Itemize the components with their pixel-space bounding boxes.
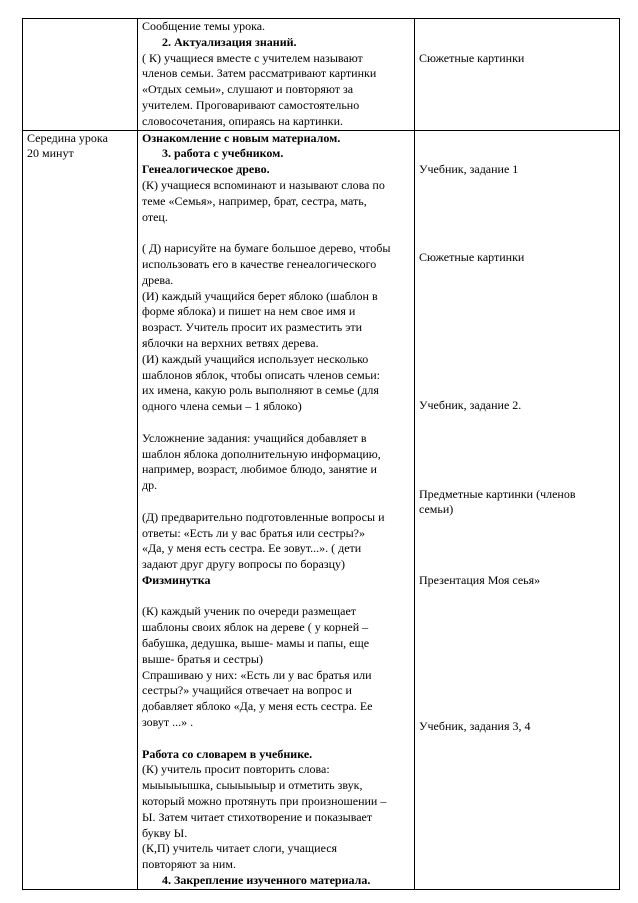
text-line: бабушка, дедушка, выше- мамы и папы, еще <box>142 636 370 651</box>
table-row <box>23 19 620 131</box>
text-line: (И) каждый учащийся берет яблоко (шаблон в <box>142 288 378 303</box>
text-line: членов семьи. Затем рассматривают картинки <box>142 66 377 81</box>
resources-cell <box>415 130 620 889</box>
stage-cell <box>23 19 138 131</box>
text-line: ( Д) нарисуйте на бумаге большое дерево, чтобы <box>142 241 391 256</box>
text-line: ответы: «Есть ли у вас братья или сестры?» <box>142 525 365 540</box>
activity-cell <box>138 19 415 131</box>
resource-text: Сюжетные картинки <box>419 249 525 264</box>
text-line: шаблонов яблок, чтобы описать членов семьи: <box>142 367 380 382</box>
resource-text: Учебник, задание 2. <box>419 397 522 412</box>
text-line: (Д) предварительно подготовленные вопросы и <box>142 509 385 524</box>
section-heading: Физминутка <box>142 572 211 587</box>
text-line: например, возраст, любимое блюдо, занятие и <box>142 462 377 477</box>
text-line: возраст. Учитель просит их разместить эти <box>142 320 363 335</box>
text-line: ( К) учащиеся вместе с учителем называют <box>142 50 363 65</box>
resource-text: Учебник, задания 3, 4 <box>419 718 531 733</box>
text-line: древа. <box>142 272 174 287</box>
resource-text: Учебник, задание 1 <box>419 161 519 176</box>
section-heading: 3. работа с учебником. <box>162 146 284 161</box>
text-line: (К,П) учитель читает слоги, учащиеся <box>142 841 338 856</box>
text-line: «Отдых семьи», слушают и повторяют за <box>142 82 354 97</box>
resource-item: Сюжетные картинки <box>419 51 525 65</box>
table-row <box>23 130 620 889</box>
resource-item <box>419 162 518 178</box>
activity-cell <box>138 130 415 889</box>
text-line: словосочетания, опираясь на картинки. <box>142 113 344 128</box>
text-line: (И) каждый учащийся использует несколько <box>142 351 369 366</box>
text-line: (К) каждый ученик по очереди размещает <box>142 604 357 619</box>
resource-text: Презентация Моя сеья» <box>419 572 541 587</box>
section-heading: 4. Закрепление изученного материала. <box>162 873 371 888</box>
section-heading: Генеалогическое древо. <box>142 162 270 177</box>
resource-item <box>419 719 531 735</box>
resource-text: семьи) <box>419 502 454 517</box>
text-line: яблочки на верхних ветвях дерева. <box>142 335 319 350</box>
blank-line <box>142 494 410 510</box>
resource-item <box>419 487 576 519</box>
text-line: сестры?» учащийся отвечает на вопрос и <box>142 683 352 698</box>
text-line: Ы. Затем читает стихотворение и показывает <box>142 809 373 824</box>
text-line: выше- братья и сестры) <box>142 651 263 666</box>
text-line: букву Ы. <box>142 825 188 840</box>
section-heading: Работа со словарем в учебнике. <box>142 746 313 761</box>
resource-item <box>419 250 524 266</box>
text-line: форме яблока) и пишет на нем свое имя и <box>142 304 356 319</box>
resource-item <box>419 398 521 414</box>
text-line: Усложнение задания: учащийся добавляет в <box>142 430 367 445</box>
text-line: (К) учащиеся вспоминают и называют слова по <box>142 177 385 192</box>
text-line: добавляет яблоко «Да, у меня есть сестра. Ее <box>142 699 373 714</box>
text-line: повторяют за ним. <box>142 857 236 872</box>
text-line: шаблон яблока дополнительную информацию, <box>142 446 381 461</box>
resource-text: Предметные картинки (членов <box>419 486 576 501</box>
blank-line <box>142 225 410 241</box>
resource-item <box>419 573 540 589</box>
text-line: теме «Семья», например, брат, сестра, мать, <box>142 193 367 208</box>
text-line: Спрашиваю у них: «Есть ли у вас братья или <box>142 667 372 682</box>
text-line: «Да, у меня есть сестра. Ее зовут...». ( дети <box>142 541 362 556</box>
text-line: мыыыыышка, сыыыыыыр и отметить звук, <box>142 778 363 793</box>
stage-cell <box>23 130 138 889</box>
text-line: Сообщение темы урока. <box>142 19 266 33</box>
stage-duration: 20 минут <box>27 146 74 161</box>
text-line: который можно протянуть при произношении – <box>142 794 387 809</box>
text-line: др. <box>142 478 158 493</box>
text-line: задают друг другу вопросы по боразцу) <box>142 557 345 572</box>
text-line: отец. <box>142 209 168 224</box>
stage-label: Середина урока <box>27 130 108 145</box>
blank-line <box>142 589 410 605</box>
text-line: зовут ...» . <box>142 715 194 730</box>
text-line: использовать его в качестве генеалогического <box>142 256 377 271</box>
text-line: шаблоны своих яблок на дереве ( у корней – <box>142 620 369 635</box>
blank-line <box>142 731 410 747</box>
section-heading: 2. Актуализация знаний. <box>162 34 297 49</box>
text-line: учителем. Проговаривают самостоятельно <box>142 97 360 112</box>
blank-line <box>142 415 410 431</box>
text-line: их имена, какую роль выполняют в семье (для <box>142 383 379 398</box>
text-line: (К) учитель просит повторить слова: <box>142 762 330 777</box>
text-line: одного члена семьи – 1 яблоко) <box>142 399 302 414</box>
lesson-plan-table <box>22 18 620 890</box>
section-heading: Ознакомление с новым материалом. <box>142 130 341 145</box>
resources-cell <box>415 19 620 131</box>
